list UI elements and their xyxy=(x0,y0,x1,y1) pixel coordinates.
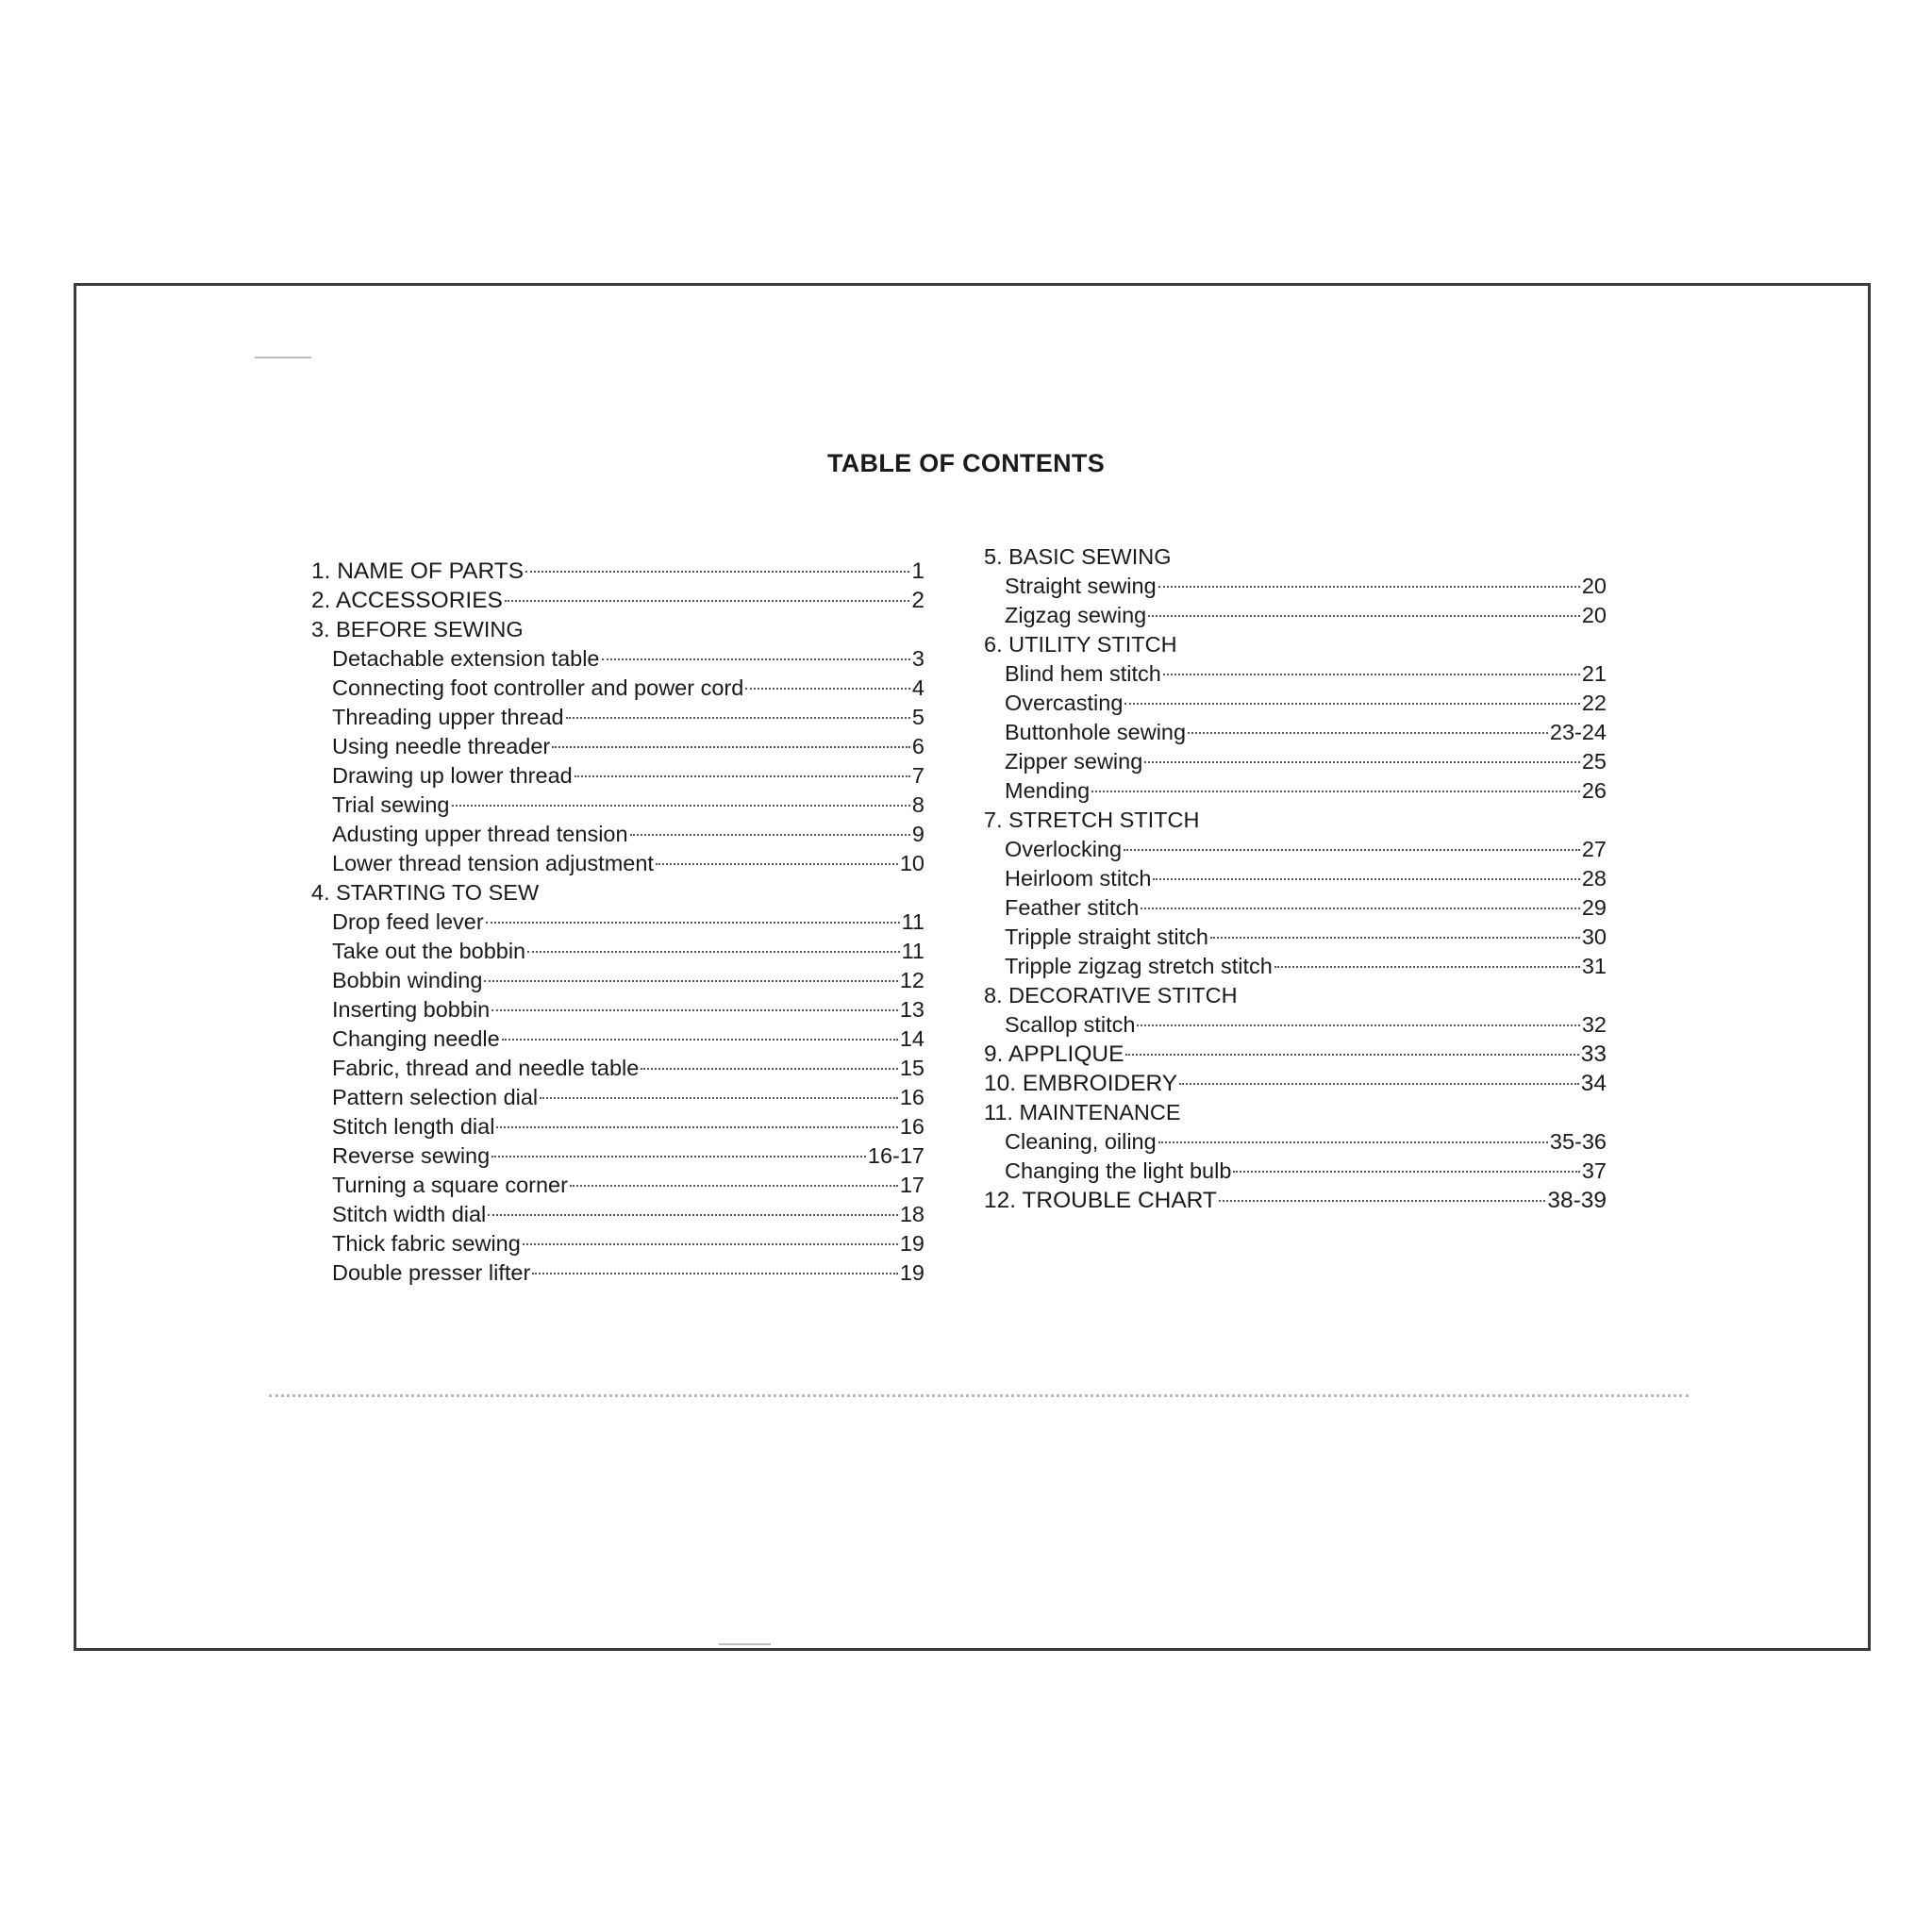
dot-leader xyxy=(1158,586,1580,588)
toc-entry-label: Fabric, thread and needle table xyxy=(332,1056,640,1080)
toc-entry-label: Overcasting xyxy=(1005,691,1124,715)
dot-leader xyxy=(1141,908,1579,909)
dot-leader xyxy=(1091,791,1580,792)
toc-entry-page: 23-24 xyxy=(1549,720,1607,744)
toc-entry-label: Stitch length dial xyxy=(332,1114,495,1139)
toc-entry-label: Threading upper thread xyxy=(332,705,564,729)
toc-entry-page: 2 xyxy=(911,588,924,613)
toc-entry-label: Reverse sewing xyxy=(332,1143,491,1168)
dot-leader xyxy=(486,922,900,924)
toc-entry xyxy=(311,586,924,615)
dot-leader xyxy=(532,1273,898,1274)
toc-entry xyxy=(311,1024,924,1054)
toc-entry xyxy=(311,849,924,878)
toc-entry-label: Buttonhole sewing xyxy=(1005,720,1187,744)
toc-entry xyxy=(311,644,924,674)
dot-leader xyxy=(491,1156,866,1158)
toc-entry-label: Drawing up lower thread xyxy=(332,763,573,788)
toc-entry-label: Feather stitch xyxy=(1005,895,1140,920)
toc-left-column xyxy=(311,557,924,1288)
scan-mark xyxy=(255,357,311,358)
dot-leader xyxy=(1188,732,1548,734)
toc-entry-label: Trial sewing xyxy=(332,792,450,817)
toc-entry xyxy=(984,630,1607,659)
toc-entry-page: 11 xyxy=(901,939,924,963)
toc-entry-label: 12. TROUBLE CHART xyxy=(984,1188,1217,1213)
toc-entry xyxy=(311,995,924,1024)
toc-entry-label: Thick fabric sewing xyxy=(332,1231,521,1256)
toc-entry-page: 4 xyxy=(911,675,924,700)
toc-entry xyxy=(311,937,924,966)
dot-leader xyxy=(1124,849,1580,851)
toc-entry-page: 38-39 xyxy=(1547,1188,1607,1213)
toc-entry xyxy=(311,615,924,644)
toc-entry-page: 16 xyxy=(899,1114,924,1139)
toc-entry xyxy=(984,659,1607,689)
toc-entry-label: Overlocking xyxy=(1005,837,1123,861)
toc-entry xyxy=(984,718,1607,747)
dot-leader xyxy=(641,1068,898,1070)
toc-entry-label: Lower thread tension adjustment xyxy=(332,851,654,875)
dot-leader xyxy=(745,688,910,690)
toc-entry xyxy=(984,893,1607,923)
scan-mark xyxy=(719,1643,771,1645)
toc-entry-label: Adusting upper thread tension xyxy=(332,822,628,846)
toc-entry xyxy=(311,908,924,937)
dot-leader xyxy=(1137,1024,1579,1026)
toc-entry-page: 16-17 xyxy=(867,1143,924,1168)
toc-entry-label: 6. UTILITY STITCH xyxy=(984,632,1177,657)
toc-entry-page: 34 xyxy=(1580,1071,1607,1096)
toc-entry-page: 13 xyxy=(899,997,924,1022)
toc-entry-page: 37 xyxy=(1581,1158,1607,1183)
toc-entry-label: Double presser lifter xyxy=(332,1260,531,1285)
toc-entry xyxy=(311,732,924,761)
dot-leader xyxy=(552,746,910,748)
toc-entry-label: Mending xyxy=(1005,778,1091,803)
toc-entry xyxy=(311,1229,924,1258)
toc-entry-page: 29 xyxy=(1581,895,1607,920)
toc-entry xyxy=(984,864,1607,893)
dot-leader xyxy=(1148,615,1580,617)
toc-entry xyxy=(984,1127,1607,1157)
toc-entry-label: 10. EMBROIDERY xyxy=(984,1071,1178,1096)
toc-entry-label: 2. ACCESSORIES xyxy=(311,588,503,613)
toc-entry-page: 18 xyxy=(899,1202,924,1226)
toc-entry-page: 26 xyxy=(1581,778,1607,803)
toc-entry-label: Heirloom stitch xyxy=(1005,866,1152,891)
dot-leader xyxy=(1124,703,1579,705)
toc-entry-page: 1 xyxy=(911,558,924,584)
scan-rule-line xyxy=(269,1394,1689,1397)
toc-entry-page: 5 xyxy=(911,705,924,729)
toc-entry-page: 14 xyxy=(899,1026,924,1051)
toc-entry-label: Cleaning, oiling xyxy=(1005,1129,1157,1154)
dot-leader xyxy=(525,571,909,573)
toc-entry-page: 20 xyxy=(1581,574,1607,598)
toc-entry-label: Stitch width dial xyxy=(332,1202,487,1226)
toc-entry-label: Detachable extension table xyxy=(332,646,600,671)
dot-leader xyxy=(602,658,910,660)
toc-entry-label: 7. STRETCH STITCH xyxy=(984,808,1200,832)
toc-entry xyxy=(984,1098,1607,1127)
toc-entry xyxy=(984,835,1607,864)
toc-entry-page: 7 xyxy=(911,763,924,788)
dot-leader xyxy=(452,805,910,807)
dot-leader xyxy=(1144,761,1580,763)
toc-entry xyxy=(984,952,1607,981)
toc-entry xyxy=(984,1040,1607,1069)
toc-entry-page: 20 xyxy=(1581,603,1607,627)
dot-leader xyxy=(1163,674,1580,675)
toc-entry xyxy=(311,820,924,849)
toc-entry-page: 35-36 xyxy=(1549,1129,1607,1154)
toc-entry-label: 1. NAME OF PARTS xyxy=(311,558,525,584)
toc-entry-page: 30 xyxy=(1581,924,1607,949)
dot-leader xyxy=(630,834,910,836)
dot-leader xyxy=(566,717,910,719)
toc-entry xyxy=(984,776,1607,806)
toc-entry-page: 9 xyxy=(911,822,924,846)
toc-entry-page: 19 xyxy=(899,1260,924,1285)
toc-entry-label: 9. APPLIQUE xyxy=(984,1041,1124,1067)
toc-entry xyxy=(984,923,1607,952)
toc-entry xyxy=(984,1069,1607,1098)
dot-leader xyxy=(496,1126,897,1128)
toc-entry-label: Turning a square corner xyxy=(332,1173,568,1197)
toc-entry-page: 11 xyxy=(901,909,924,934)
toc-entry xyxy=(984,689,1607,718)
toc-entry xyxy=(984,806,1607,835)
toc-entry xyxy=(311,761,924,791)
toc-entry xyxy=(984,1157,1607,1186)
toc-entry-label: Pattern selection dial xyxy=(332,1085,539,1109)
toc-entry xyxy=(311,703,924,732)
toc-entry-label: Bobbin winding xyxy=(332,968,483,992)
toc-entry-page: 10 xyxy=(899,851,924,875)
toc-entry-label: 11. MAINTENANCE xyxy=(984,1100,1181,1124)
toc-entry-page: 3 xyxy=(911,646,924,671)
toc-entry-label: Using needle threader xyxy=(332,734,551,758)
toc-entry-label: Inserting bobbin xyxy=(332,997,491,1022)
toc-entry-label: 8. DECORATIVE STITCH xyxy=(984,983,1238,1008)
toc-right-column xyxy=(984,542,1607,1215)
toc-entry-page: 8 xyxy=(911,792,924,817)
dot-leader xyxy=(488,1214,898,1216)
toc-entry-label: Zigzag sewing xyxy=(1005,603,1147,627)
toc-entry-page: 6 xyxy=(911,734,924,758)
toc-entry xyxy=(984,981,1607,1010)
dot-leader xyxy=(484,980,897,982)
toc-entry-page: 21 xyxy=(1581,661,1607,686)
title-text: TABLE OF CONTENTS xyxy=(826,449,1106,477)
toc-entry-page: 31 xyxy=(1581,954,1607,978)
toc-entry-label: 3. BEFORE SEWING xyxy=(311,617,524,641)
toc-entry-page: 19 xyxy=(899,1231,924,1256)
toc-entry xyxy=(984,747,1607,776)
toc-entry-label: Changing needle xyxy=(332,1026,500,1051)
dot-leader xyxy=(491,1009,898,1011)
toc-entry xyxy=(984,1186,1607,1215)
toc-entry-page: 27 xyxy=(1581,837,1607,861)
toc-entry xyxy=(311,1112,924,1141)
toc-entry-page: 33 xyxy=(1580,1041,1607,1067)
dot-leader xyxy=(656,863,898,865)
toc-entry xyxy=(984,542,1607,572)
dot-leader xyxy=(1158,1141,1548,1143)
toc-entry xyxy=(311,1171,924,1200)
toc-entry xyxy=(311,1141,924,1171)
dot-leader xyxy=(523,1243,898,1245)
toc-entry-label: Tripple zigzag stretch stitch xyxy=(1005,954,1273,978)
dot-leader xyxy=(502,1039,898,1041)
dot-leader xyxy=(1233,1171,1579,1173)
toc-entry xyxy=(311,966,924,995)
toc-entry xyxy=(311,791,924,820)
dot-leader xyxy=(1274,966,1580,968)
toc-entry-label: Blind hem stitch xyxy=(1005,661,1161,686)
dot-leader xyxy=(505,600,909,602)
dot-leader xyxy=(1125,1054,1578,1056)
toc-entry-label: Drop feed lever xyxy=(332,909,484,934)
toc-entry xyxy=(311,557,924,586)
toc-entry xyxy=(311,1258,924,1288)
toc-entry-label: 4. STARTING TO SEW xyxy=(311,880,540,905)
dot-leader xyxy=(1219,1200,1545,1202)
dot-leader xyxy=(1210,937,1580,939)
document-title xyxy=(0,449,1932,478)
dot-leader xyxy=(1179,1083,1579,1085)
toc-entry xyxy=(984,601,1607,630)
toc-entry-label: 5. BASIC SEWING xyxy=(984,544,1172,569)
toc-entry-label: Tripple straight stitch xyxy=(1005,924,1208,949)
toc-entry-label: Zipper sewing xyxy=(1005,749,1143,774)
toc-entry-label: Connecting foot controller and power cord xyxy=(332,675,744,700)
toc-entry-page: 32 xyxy=(1581,1012,1607,1037)
toc-entry-label: Take out the bobbin xyxy=(332,939,526,963)
dot-leader xyxy=(575,775,910,777)
dot-leader xyxy=(1153,878,1579,880)
toc-entry-label: Straight sewing xyxy=(1005,574,1157,598)
toc-entry-page: 28 xyxy=(1581,866,1607,891)
dot-leader xyxy=(527,951,899,953)
dot-leader xyxy=(540,1097,898,1099)
toc-entry xyxy=(984,1010,1607,1040)
toc-entry-label: Scallop stitch xyxy=(1005,1012,1136,1037)
toc-entry-page: 25 xyxy=(1581,749,1607,774)
toc-entry-page: 12 xyxy=(899,968,924,992)
toc-entry-page: 16 xyxy=(899,1085,924,1109)
toc-entry xyxy=(984,572,1607,601)
toc-entry xyxy=(311,1200,924,1229)
toc-entry xyxy=(311,1083,924,1112)
toc-entry-page: 22 xyxy=(1581,691,1607,715)
toc-entry xyxy=(311,1054,924,1083)
toc-entry-label: Changing the light bulb xyxy=(1005,1158,1232,1183)
toc-entry-page: 17 xyxy=(899,1173,924,1197)
toc-entry xyxy=(311,674,924,703)
toc-entry xyxy=(311,878,924,908)
dot-leader xyxy=(570,1185,898,1187)
toc-entry-page: 15 xyxy=(899,1056,924,1080)
